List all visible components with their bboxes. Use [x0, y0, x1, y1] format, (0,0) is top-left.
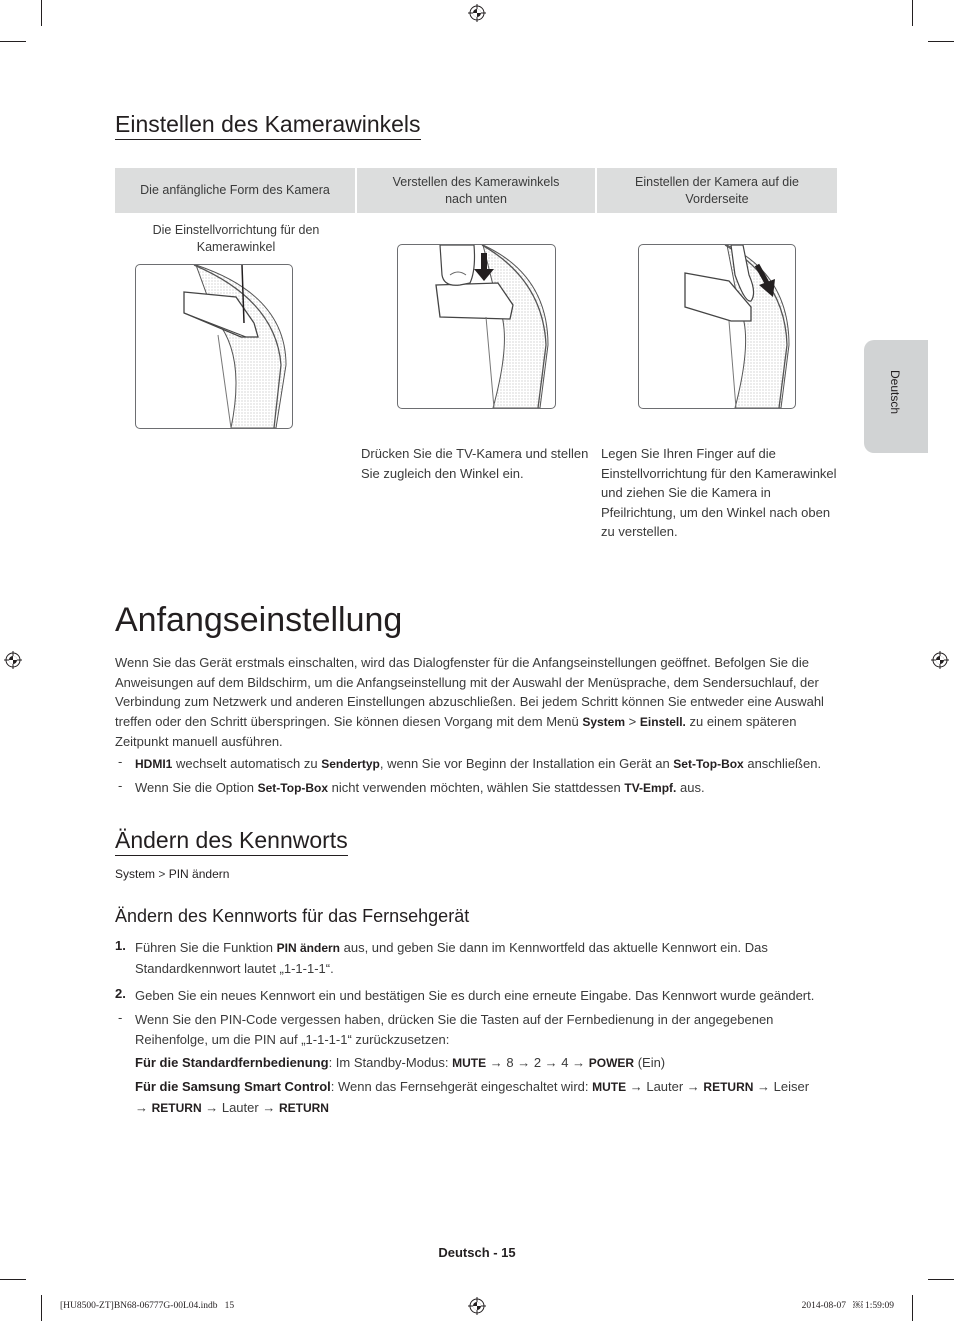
initial-setup-paragraph: Wenn Sie das Gerät erstmals einschalten, wird das Dialogfenster für die Anfangseinstellungen geöffnet. Befolgen Sie die Anweisungen auf dem Bildschirm, um die Anfangseinstellung mit der Auswahl der Menüsprache, dem Sendersuchlauf, der Verbindung zum Netzwerk und anderen Einstellungen abzuschließen. Bei jedem Schritt können Sie entweder eine Auswahl treffen oder den Schritt überspringen. Sie können diesen Vorgang mit dem Menü System > Einstell. zu einem späteren Zeitpunkt manuell ausführen. [115, 655, 824, 749]
finger-press-icon [398, 245, 555, 408]
note-dash: - [118, 1010, 123, 1025]
print-file-info: [HU8500-ZT]BN68-06777G-00L04.indb 15 [60, 1301, 235, 1311]
note-set-top-box: Wenn Sie die Option Set-Top-Box nicht verwenden möchten, wählen Sie stattdessen TV-Empf. aus. [135, 780, 705, 795]
subsection-title: Ändern des Kennworts für das Fernsehgerät [115, 906, 470, 926]
smart-control-sequence: Für die Samsung Smart Control: Wenn das Fernsehgerät eingeschaltet wird: MUTE → Lauter → RETURN → Leiser → RETURN → Lauter → RETURN [135, 1079, 810, 1115]
camera-body-icon [136, 265, 292, 428]
camera-tilt-down-illustration [397, 244, 556, 409]
crop-mark [928, 41, 954, 42]
section-title-change-password: Ändern des Kennworts [115, 827, 348, 856]
step-1: Führen Sie die Funktion PIN ändern aus, und geben Sie dann im Kennwortfeld das aktuelle Kennwort ein. Das Standardkennwort lautet „1-1-1-1“. [135, 940, 768, 976]
caption-tilt-down: Drücken Sie die TV-Kamera und stellen Sie zugleich den Winkel ein. [361, 446, 589, 481]
note-dash: - [118, 778, 123, 793]
pin-reset-note: Wenn Sie den PIN-Code vergessen haben, drücken Sie die Tasten auf der Fernbedienung in der angegebenen Reihenfolge, um die PIN auf „1-1-1-1“ zurückzusetzen: [135, 1012, 774, 1047]
registration-mark-icon [4, 651, 22, 669]
table-header-initial-form: Die anfängliche Form des Kamera [115, 168, 355, 213]
step-number: 1. [115, 938, 126, 953]
caption-tilt-front: Legen Sie Ihren Finger auf die Einstellvorrichtung für den Kamerawinkel und ziehen Sie die Kamera in Pfeilrichtung, um den Winkel nach oben zu verstellen. [601, 446, 837, 539]
language-side-tab-label: Deutsch [888, 370, 902, 415]
crop-mark [0, 41, 26, 42]
language-side-tab [864, 340, 928, 453]
camera-initial-illustration [135, 264, 293, 429]
step-2: Geben Sie ein neues Kennwort ein und bestätigen Sie es durch eine erneute Eingabe. Das Kennwort wurde geändert. [135, 988, 815, 1003]
registration-mark-icon [931, 651, 949, 669]
step-number: 2. [115, 986, 126, 1001]
registration-mark-icon [468, 4, 486, 22]
note-dash: - [118, 754, 123, 769]
standard-remote-sequence: Für die Standardfernbedienung: Im Standby-Modus: MUTE → 8 → 2 → 4 → POWER (Ein) [135, 1055, 666, 1070]
section-title-camera-angle: Einstellen des Kamerawinkels [115, 111, 421, 140]
registration-mark-icon [468, 1297, 486, 1315]
print-date-info: 2014-08-07 ￼ 1:59:09 [801, 1301, 894, 1311]
finger-pull-icon [639, 245, 795, 408]
crop-mark [41, 1295, 42, 1321]
crop-mark [0, 1279, 26, 1280]
page-heading-initial-setup: Anfangseinstellung [115, 601, 403, 639]
callout-label: Die Einstellvorrichtung für den Kamerawinkel [152, 223, 320, 254]
menu-path: System > PIN ändern [115, 867, 230, 881]
menu-system-label: System [582, 714, 626, 729]
page-number: Deutsch - 15 [438, 1245, 516, 1260]
crop-mark [928, 1279, 954, 1280]
crop-mark [912, 0, 913, 26]
crop-mark [912, 1295, 913, 1321]
note-hdmi1: HDMI1 wechselt automatisch zu Sendertyp, wenn Sie vor Beginn der Installation ein Gerät an Set-Top-Box anschließen. [135, 756, 822, 771]
menu-settings-label: Einstell. [639, 714, 686, 729]
table-header-tilt-front: Einstellen der Kamera auf die Vorderseite [597, 168, 837, 213]
crop-mark [41, 0, 42, 26]
camera-tilt-front-illustration [638, 244, 796, 409]
table-header-tilt-down: Verstellen des Kamerawinkels nach unten [357, 168, 595, 213]
